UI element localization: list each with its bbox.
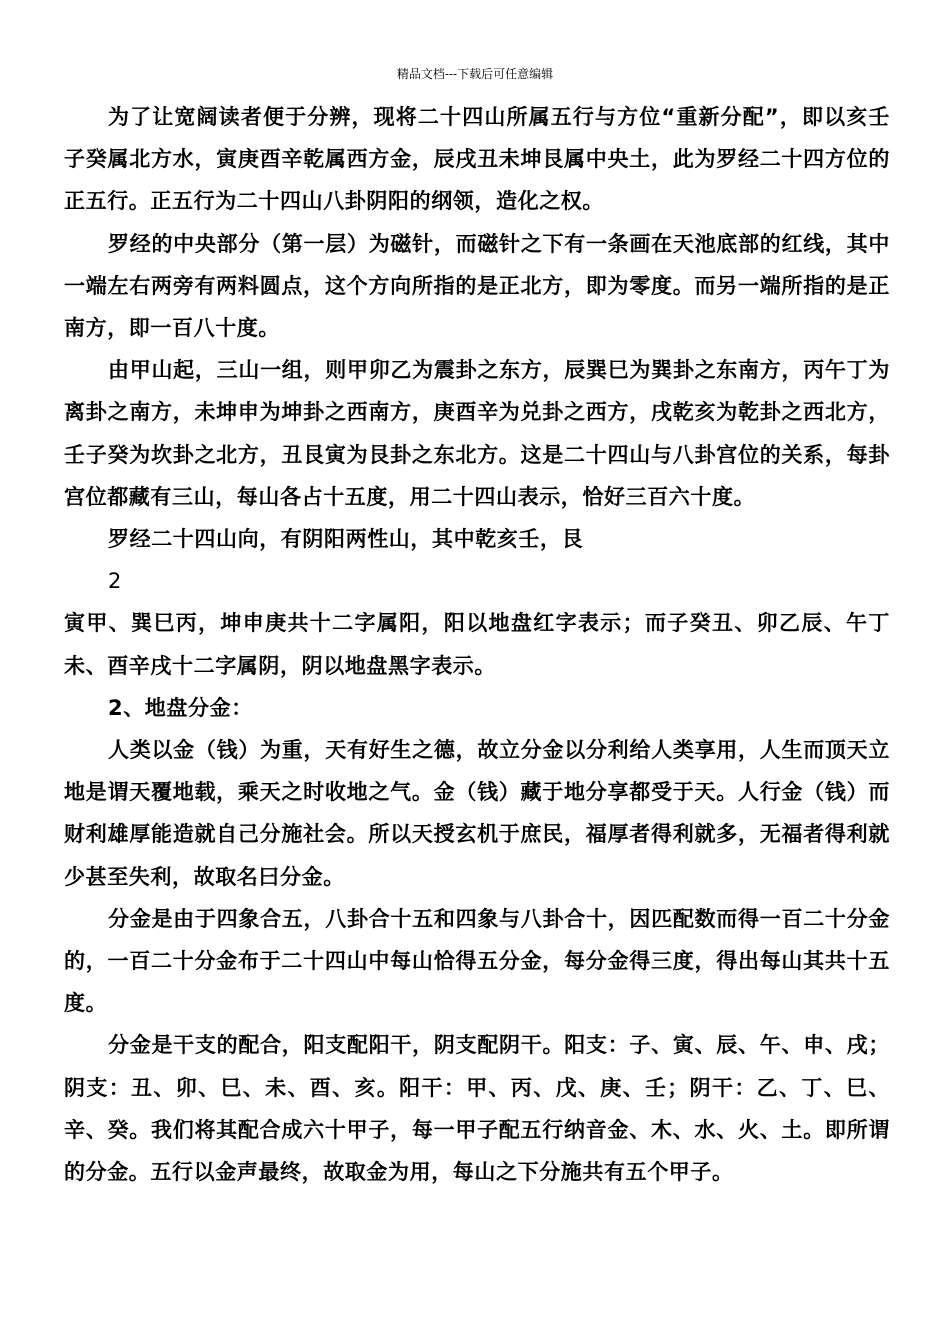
paragraph-fenjin-origin: 人类以金（钱）为重，天有好生之德，故立分金以分利给人类享用，人生而顶天立地是谓天覆地载，乘天之时收地之气。金（钱）藏于地分享都受于天。人行金（钱）而财利雄厚能造就自己分施社会。所以天授玄机于庶民，福厚者得利就多，无福者得利就少甚至失利，故取名曰分金。 bbox=[64, 738, 890, 889]
document-body bbox=[64, 96, 890, 1193]
paragraph-yin-yang-continued: 寅甲、巽巳丙，坤申庚共十二字属阳，阳以地盘红字表示；而子癸丑、卯乙辰、午丁未、酉辛戌十二字属阴，阴以地盘黑字表示。 bbox=[64, 611, 890, 678]
page-header: 精品文档---下载后可任意编辑 bbox=[396, 67, 554, 81]
paragraph-five-elements: 为了让宽阔读者便于分辨，现将二十四山所属五行与方位“重新分配”，即以亥壬子癸属北方水，寅庚酉辛乾属西方金，辰戌丑未坤艮属中央土，此为罗经二十四方位的正五行。正五行为二十四山八卦阴阳的纲领，造化之权。 bbox=[64, 105, 890, 214]
section-heading-earth-plate: 2、地盘分金： bbox=[108, 695, 253, 720]
paragraph-compass-center: 罗经的中央部分（第一层）为磁针，而磁针之下有一条画在天池底部的红线，其中一端左右两旁有两料圆点，这个方向所指的是正北方，即为零度。而另一端所指的是正南方，即一百八十度。 bbox=[64, 231, 890, 341]
page-number: 2 bbox=[108, 569, 122, 594]
paragraph-fenjin-numbers: 分金是由于四象合五，八卦合十五和四象与八卦合十，因匹配数而得一百二十分金的，一百二十分金布于二十四山中每山恰得五分金，每分金得三度，得出每山其共十五度。 bbox=[64, 906, 890, 1016]
paragraph-fenjin-stems-branches: 分金是干支的配合，阳支配阳干，阴支配阴干。阳支：子、寅、辰、午、申、戌；阴支：丑、卯、巳、未、酉、亥。阳干：甲、丙、戊、庚、壬；阴干：乙、丁、巳、辛、癸。我们将其配合成六十甲子，每一甲子配五行纳音金、木、水、火、土。即所谓的分金。五行以金声最终，故取金为用，每山之下分施共有五个甲子。 bbox=[64, 1033, 890, 1185]
paragraph-yin-yang-mountains: 罗经二十四山向，有阴阳两性山，其中乾亥壬，艮 bbox=[108, 527, 584, 552]
paragraph-trigram-directions: 由甲山起，三山一组，则甲卯乙为震卦之东方，辰巽巳为巽卦之东南方，丙午丁为离卦之南方，未坤申为坤卦之西南方，庚酉辛为兑卦之西方，戌乾亥为乾卦之西北方，壬子癸为坎卦之北方，丑艮寅为艮卦之东北方。这是二十四山与八卦宫位的关系，每卦宫位都藏有三山，每山各占十五度，用二十四山表示，恰好三百六十度。 bbox=[64, 358, 890, 509]
